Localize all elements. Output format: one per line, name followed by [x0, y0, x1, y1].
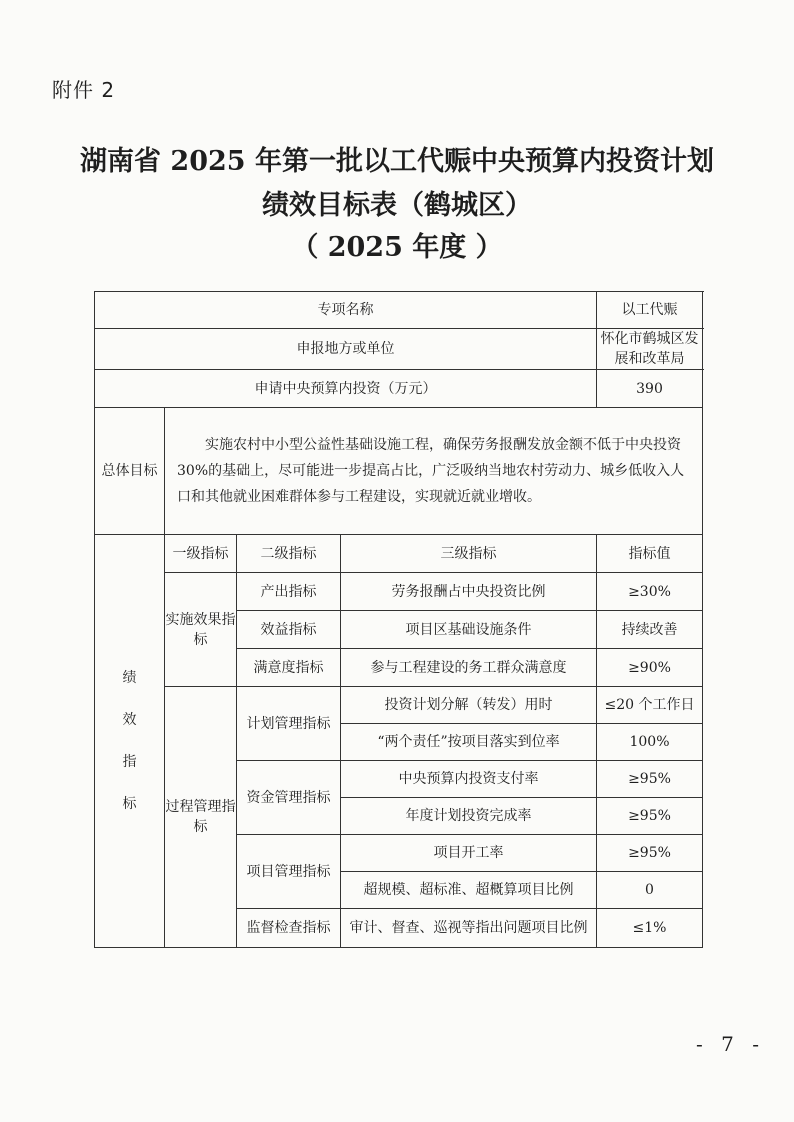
table-row	[95, 292, 703, 329]
table-row	[95, 573, 703, 611]
project-name-label: 专项名称	[95, 292, 597, 329]
annex-label: 附件 2	[52, 78, 116, 102]
level3-cell: 参与工程建设的务工群众满意度	[341, 649, 597, 687]
level3-cell: 项目区基础设施条件	[341, 611, 597, 649]
applicant-label: 申报地方或单位	[95, 329, 597, 370]
overall-goal-text: 实施农村中小型公益性基础设施工程，确保劳务报酬发放金额不低于中央投资 30%的基础上，尽可能进一步提高占比，广泛吸纳当地农村劳动力、城乡低收入人口和其他就业困难群体参与工程建设，实现就近就业增收。	[165, 408, 703, 535]
value-cell: ≥90%	[597, 649, 703, 687]
document-title-line-2: 绩效目标表（鹤城区）	[262, 190, 532, 221]
table-row	[95, 329, 703, 370]
level3-cell: 项目开工率	[341, 835, 597, 872]
table-row	[95, 535, 703, 573]
level3-cell: 年度计划投资完成率	[341, 798, 597, 835]
value-cell: ≥30%	[597, 573, 703, 611]
value-cell: 100%	[597, 724, 703, 761]
investment-value: 390	[597, 370, 703, 408]
value-cell: ≥95%	[597, 835, 703, 872]
level2-satisfaction: 满意度指标	[237, 649, 341, 687]
header-level3: 三级指标	[341, 535, 597, 573]
document-title-line-3: （ 2025 年度 ）	[291, 232, 503, 263]
overall-goal-label: 总体目标	[95, 408, 165, 535]
applicant-value: 怀化市鹤城区发展和改革局	[597, 329, 703, 370]
performance-indicators-label	[95, 535, 165, 948]
level3-cell: 投资计划分解（转发）用时	[341, 687, 597, 724]
table-row	[95, 370, 703, 408]
value-cell: ≥95%	[597, 761, 703, 798]
vertical-char: 标	[122, 796, 137, 812]
header-value: 指标值	[597, 535, 703, 573]
level2-supervision: 监督检查指标	[237, 909, 341, 948]
document-title-line-1: 湖南省 2025 年第一批以工代赈中央预算内投资计划	[80, 146, 714, 177]
level3-cell: “两个责任”按项目落实到位率	[341, 724, 597, 761]
level3-cell: 劳务报酬占中央投资比例	[341, 573, 597, 611]
level3-cell: 中央预算内投资支付率	[341, 761, 597, 798]
level2-project-management: 项目管理指标	[237, 835, 341, 909]
level2-plan-management: 计划管理指标	[237, 687, 341, 761]
value-cell: ≥95%	[597, 798, 703, 835]
table-row	[95, 687, 703, 724]
level1-process-indicators: 过程管理指标	[165, 687, 237, 948]
level2-benefit: 效益指标	[237, 611, 341, 649]
level2-fund-management: 资金管理指标	[237, 761, 341, 835]
header-level2: 二级指标	[237, 535, 341, 573]
value-cell: ≤1%	[597, 909, 703, 948]
level3-cell: 超规模、超标准、超概算项目比例	[341, 872, 597, 909]
page-number: - 7 -	[696, 1032, 765, 1056]
performance-target-table	[94, 291, 703, 948]
value-cell: 0	[597, 872, 703, 909]
vertical-char: 效	[122, 712, 137, 728]
table-row	[95, 408, 703, 535]
header-level1: 一级指标	[165, 535, 237, 573]
vertical-char: 指	[122, 754, 137, 770]
project-name-value: 以工代赈	[597, 292, 703, 329]
level3-cell: 审计、督查、巡视等指出问题项目比例	[341, 909, 597, 948]
value-cell: 持续改善	[597, 611, 703, 649]
level2-output: 产出指标	[237, 573, 341, 611]
investment-label: 申请中央预算内投资（万元）	[95, 370, 597, 408]
value-cell: ≤20 个工作日	[597, 687, 703, 724]
level1-effect-indicators: 实施效果指标	[165, 573, 237, 687]
vertical-char: 绩	[122, 670, 137, 686]
